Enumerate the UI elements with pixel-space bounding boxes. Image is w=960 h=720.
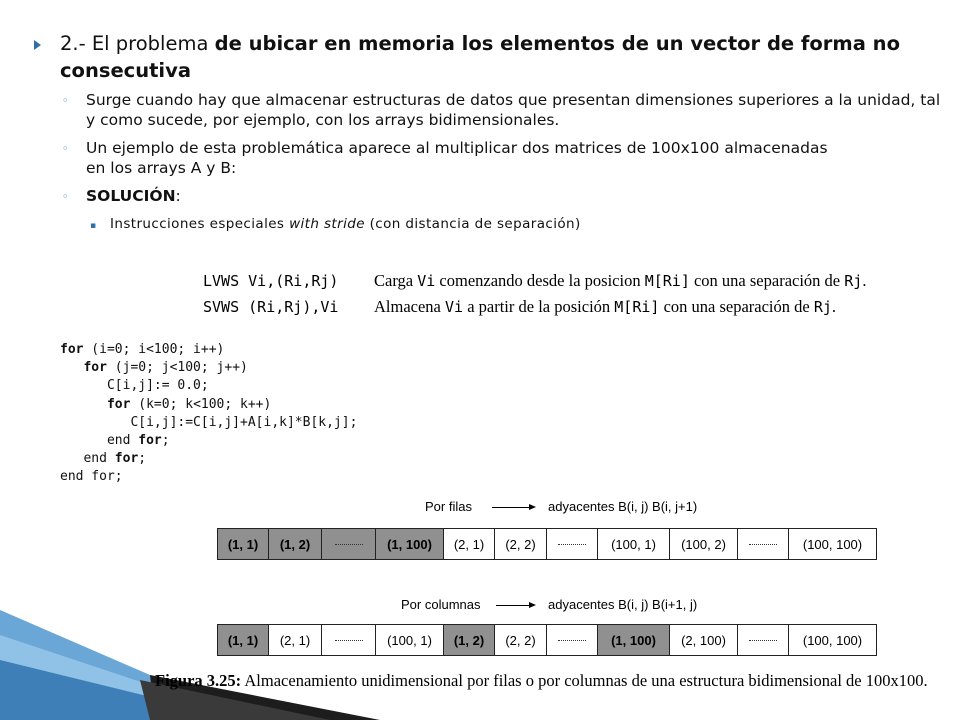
code-line [60,468,357,486]
stride-post: (con distancia de separación) [364,216,581,232]
memory-cell-label: (2, 2) [505,632,536,648]
memory-cell [598,529,670,559]
memory-cell-label: (1, 1) [227,632,259,648]
code-keyword: for [106,396,131,412]
stride-pre: Instrucciones especiales [110,216,290,232]
matrix-multiply-code [60,341,357,487]
code-text [60,360,83,375]
ellipsis-dots-icon [335,640,363,641]
memory-cell [376,625,444,655]
code-line [60,377,357,395]
code-keyword: for [138,432,162,448]
memory-cell-ellipsis [322,529,376,559]
memory-cell-ellipsis [738,529,789,559]
stride-italic: with stride [289,216,365,232]
instruction-desc-segment: Rj [813,298,832,316]
memory-cell [269,529,322,559]
instruction-code-lvws: LVWS Vi,(Ri,Rj) [203,272,339,290]
col-label-left: Por columnas [401,597,481,612]
instruction-desc-segment: M[Ri] [644,272,690,290]
memory-cell [789,529,876,559]
code-line [60,359,357,377]
instruction-desc-svws [374,297,836,317]
instruction-desc-segment: Vi [417,272,436,290]
code-text: ; [138,451,147,467]
memory-cell-label: (2, 1) [453,536,485,552]
solution-label: SOLUCIÓN [86,187,176,205]
instruction-code-svws: SVWS (Ri,Rj),Vi [203,298,339,316]
code-text [60,397,107,412]
memory-cell-ellipsis [322,625,376,655]
instruction-desc-lvws [374,271,866,291]
memory-cell [218,625,269,655]
memory-cell-ellipsis [547,625,598,655]
instruction-desc-segment: con una separación de [659,297,814,316]
heading-arrow-icon [34,40,41,50]
code-text: end [60,451,115,467]
memory-cell [444,529,495,559]
ellipsis-dots-icon [335,544,363,545]
memory-cell-label: (100, 100) [802,632,863,648]
stride-instructions-text [110,216,581,232]
instruction-desc-segment: . [862,271,867,290]
instruction-desc-segment: a partir de la posición [463,297,615,316]
figure-label: Figura 3.25: [155,671,242,690]
row-label-right: adyacentes B(i, j) B(i, j+1) [548,499,698,514]
bullet-text-1: Surge cuando hay que almacenar estructuras de datos que presentan dimensiones superiores a la unidad, tal y como sucede, por ejemplo, con los arrays bidimensionales. [86,91,941,129]
figure-text: Almacenamiento unidimensional por filas o por columnas de una estructura bidimensional de 100x100. [241,671,928,690]
square-bullet-icon: ▪ [90,221,97,231]
memory-cell-label: (1, 100) [387,536,432,552]
row-arrow-icon [529,504,536,510]
code-text: C[i,j]:=C[i,j]+A[i,k]*B[k,j]; [60,414,358,430]
code-line [60,414,357,432]
instruction-desc-segment: Almacena [374,297,446,316]
circle-bullet-icon: ◦ [62,142,69,155]
memory-cell-label: (2, 100) [681,632,726,648]
figure-caption [155,671,942,691]
code-line [60,341,357,359]
memory-cell [670,529,738,559]
memory-cell [218,529,269,559]
memory-cell-label: (100, 100) [802,536,863,552]
memory-cell [495,625,547,655]
memory-cell-label: (100, 1) [387,632,432,648]
row-major-storage [217,528,877,560]
memory-cell-label: (2, 2) [505,536,536,552]
code-text: (j=0; j<100; j++) [106,360,248,376]
memory-cell-ellipsis [547,529,598,559]
ellipsis-dots-icon [749,544,777,545]
code-text: end [60,432,139,448]
solution-colon: : [175,187,181,205]
code-line [60,432,357,450]
column-major-storage [217,624,877,656]
slide-heading [60,30,940,84]
col-label-right: adyacentes B(i, j) B(i+1, j) [548,597,698,612]
instruction-desc-segment: M[Ri] [614,298,660,316]
code-line [60,396,357,414]
memory-cell [598,625,670,655]
bullet-text-2: Un ejemplo de esta problemática aparece al multiplicar dos matrices de 100x100 almacenadas en los arrays A y B: [86,139,828,177]
code-text: (k=0; k<100; k++) [130,396,272,412]
code-text: C[i,j]:= 0.0; [60,378,209,394]
memory-cell-label: (1, 2) [279,536,311,552]
col-arrow-line [496,605,530,606]
memory-cell-label: (1, 100) [611,632,656,648]
memory-cell-label: (100, 1) [611,536,656,552]
ellipsis-dots-icon [558,640,586,641]
memory-cell-label: (2, 1) [279,632,311,648]
col-arrow-icon [529,602,536,608]
memory-cell-label: (1, 2) [453,632,485,648]
row-arrow-line [492,507,530,508]
ellipsis-dots-icon [558,544,586,545]
memory-cell [789,625,876,655]
instruction-desc-segment: Carga [374,271,418,290]
instruction-desc-segment: comenzando desde la posicion [435,271,645,290]
memory-cell-label: (1, 1) [227,536,259,552]
code-text: end for; [60,469,123,485]
memory-cell-label: (100, 2) [681,536,726,552]
heading-bold: de ubicar en memoria los elementos de un vector de forma no consecutiva [60,32,900,82]
memory-cell [269,625,322,655]
instruction-desc-segment: con una separación de [689,271,845,290]
code-line [60,450,357,468]
heading-prefix: 2.- El problema [60,32,215,55]
code-keyword: for [60,342,84,357]
code-text: (i=0; i<100; i++) [83,342,225,357]
circle-bullet-icon: ◦ [62,94,69,107]
ellipsis-dots-icon [749,640,777,641]
row-label-left: Por filas [425,499,472,514]
code-text: ; [161,432,170,448]
memory-cell [444,625,495,655]
solution-label-line [86,186,946,206]
instruction-desc-segment: Rj [844,272,863,290]
circle-bullet-icon: ◦ [62,190,69,203]
code-keyword: for [114,451,139,467]
code-keyword: for [83,360,107,376]
memory-cell [376,529,444,559]
memory-cell [495,529,547,559]
instruction-desc-segment: Vi [445,298,464,316]
memory-cell-ellipsis [738,625,789,655]
memory-cell [670,625,738,655]
instruction-desc-segment: . [831,297,837,316]
